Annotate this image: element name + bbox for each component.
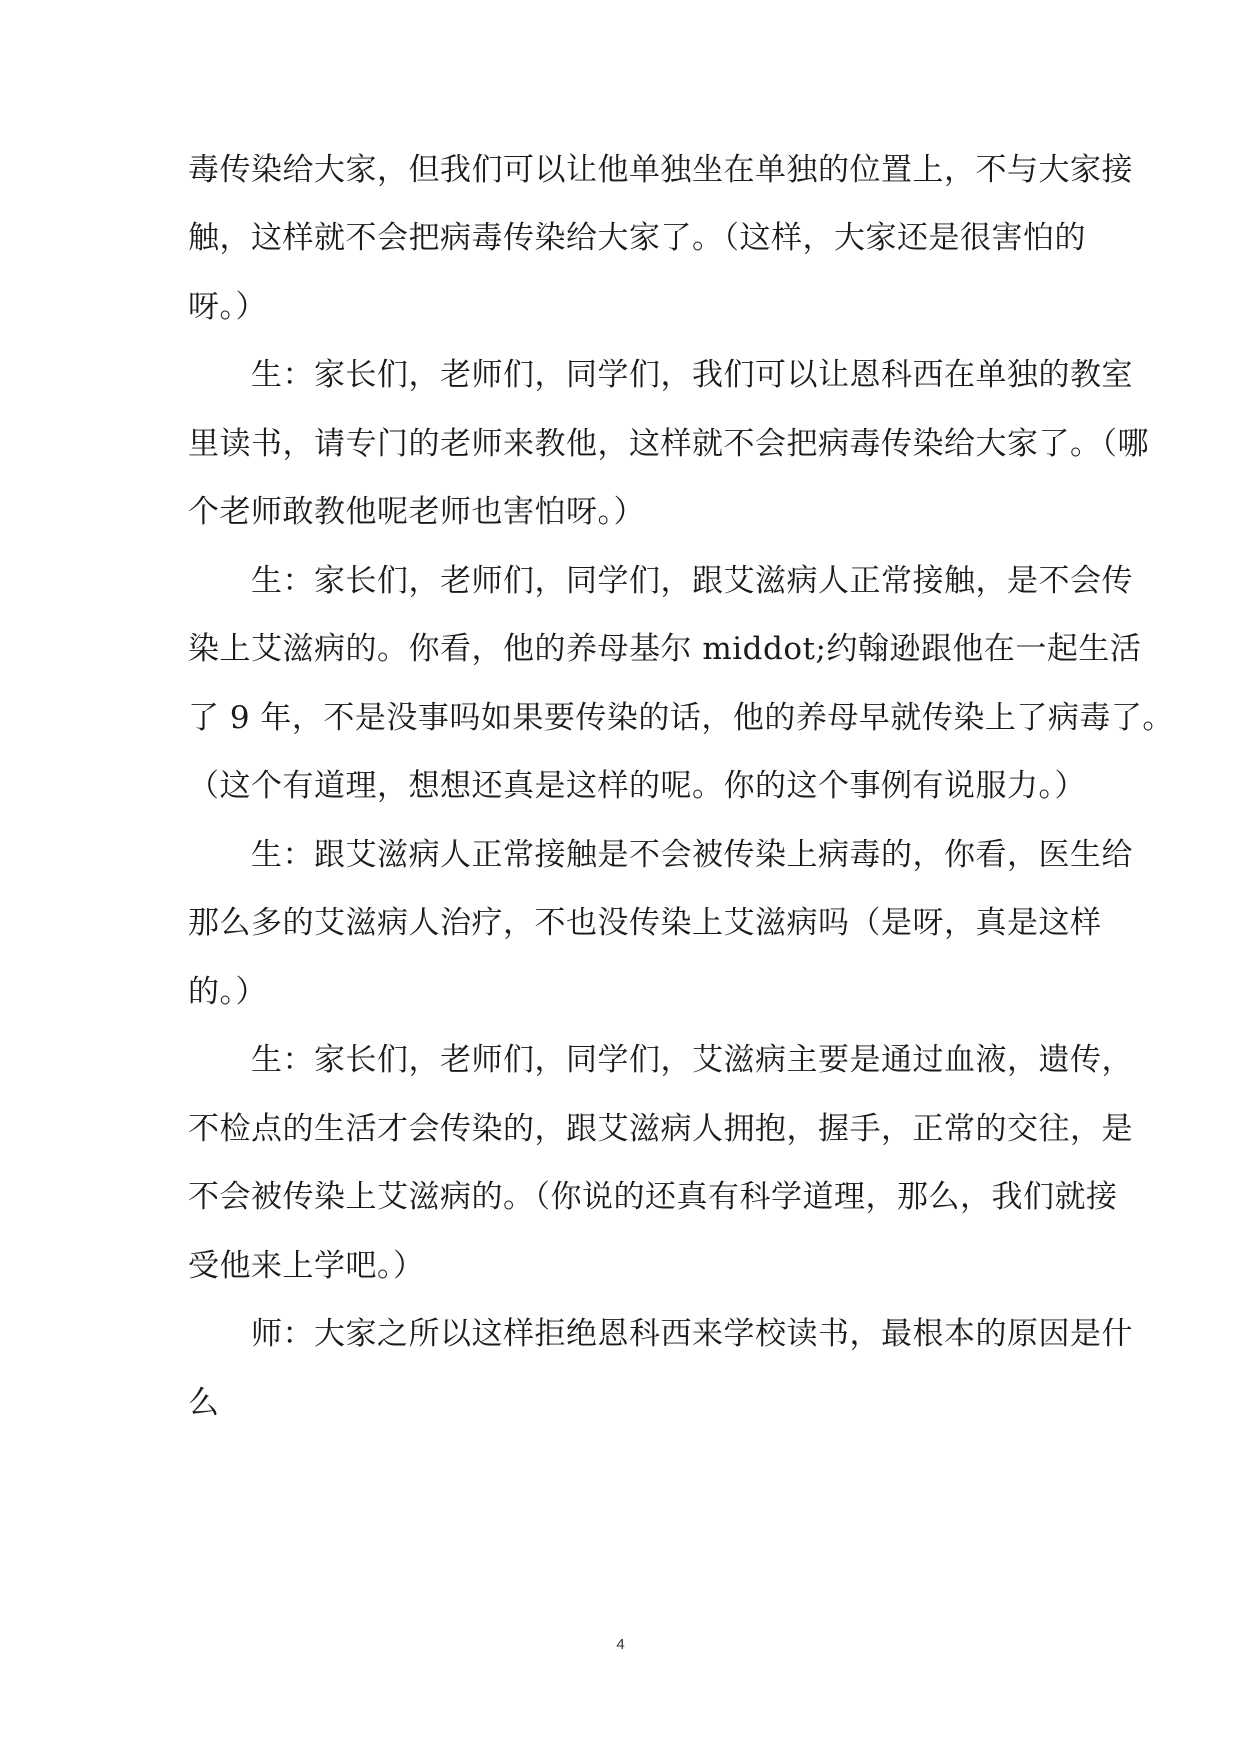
text-line: 么 — [188, 1385, 220, 1421]
text-line: 受他来上学吧。） — [188, 1248, 425, 1284]
text-line: 师：大家之所以这样拒绝恩科西来学校读书，最根本的原因是什 — [188, 1316, 1133, 1352]
text-line: 触，这样就不会把病毒传染给大家了。（这样，大家还是很害怕的 — [188, 220, 1086, 256]
page-number: 4 — [616, 1636, 625, 1653]
text-line: 不会被传染上艾滋病的。（你说的还真有科学道理，那么，我们就接 — [188, 1179, 1118, 1215]
text-line: 生：家长们，老师们，同学们，跟艾滋病人正常接触，是不会传 — [188, 563, 1133, 599]
text-line: 了 9 年，不是没事吗如果要传染的话，他的养母早就传染上了病毒了。 — [188, 700, 1174, 736]
text-line: 不检点的生活才会传染的，跟艾滋病人拥抱，握手，正常的交往，是 — [188, 1111, 1133, 1147]
text-line: 的。） — [188, 974, 267, 1010]
text-line: 生：跟艾滋病人正常接触是不会被传染上病毒的，你看，医生给 — [188, 837, 1133, 873]
text-line: 生：家长们，老师们，同学们，我们可以让恩科西在单独的教室 — [188, 357, 1133, 393]
text-line: （这个有道理，想想还真是这样的呢。你的这个事例有说服力。） — [188, 768, 1086, 804]
text-line: 个老师敢教他呢老师也害怕呀。） — [188, 494, 645, 530]
text-line: 那么多的艾滋病人治疗，不也没传染上艾滋病吗（是呀，真是这样 — [188, 905, 1102, 941]
text-line: 毒传染给大家，但我们可以让他单独坐在单独的位置上，不与大家接 — [188, 152, 1133, 188]
text-line: 里读书，请专门的老师来教他，这样就不会把病毒传染给大家了。（哪 — [188, 426, 1149, 462]
text-line: 呀。） — [188, 289, 267, 325]
text-line: 生：家长们，老师们，同学们，艾滋病主要是通过血液，遗传， — [188, 1042, 1133, 1078]
text-line: 染上艾滋病的。你看，他的养母基尔 middot;约翰逊跟他在一起生活 — [188, 631, 1142, 667]
